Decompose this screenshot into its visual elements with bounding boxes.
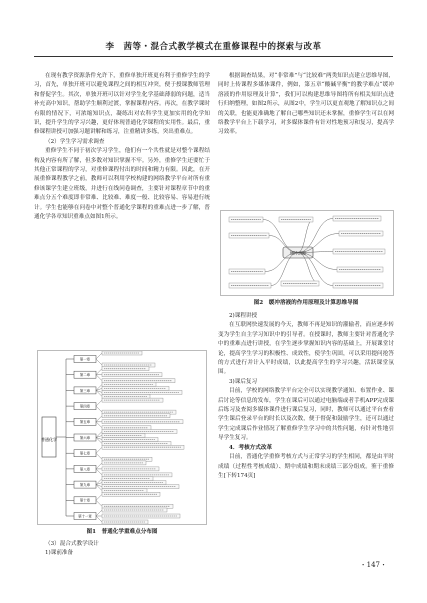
paragraph: 重修学生不同于初次学习学生，他们有一个共性就是对整个课程结构及内容有所了解，但多数对知识掌握不牢。另外，重修学生还要忙于其他正常课程的学习，对重修课程付出的时间和精力有限。因此，在开展重修课程教学之前，教师可以利用学校构建的网络教学平台对所有重修该课学生建立班级，并进行在线问卷调查，主要针对课程章节中的重难点分五个难度即非常难、比较难、难度一般、比较容易、容易进行统计。学生也能够在问卷中对整个普通化学课程的重难点进一步了解，普通化学各章知识重难点如图1所示。 [34, 148, 210, 221]
figure-1-caption: 图1 普通化学重难点分布图 [86, 529, 158, 535]
chapter-label: 第十章 [79, 498, 91, 503]
root-label: 普通化学 [41, 437, 57, 442]
paragraph: 在现有教学资源条件允许下，重修单独开班更有利于重修学生的学习，首先，单独开班可以避免课程之间的相互冲突，便于授课教师管理和督促学生。其次，单独开班可以针对学生化学基础薄弱的问题，适当补充高中知识，帮助学生顺利过渡，掌握课程内容。再次，在教学课时有限的情况下，可浓缩知识点，凝练出对农科学生更加实用的化学知识，提升学生的学习兴趣，更好体现普通化学课程的实用性。最后，重修课程讲授可加强习题讲解和练习，注重精讲多练，突出重难点。 [34, 73, 210, 136]
section-heading: 1)课前准备 [45, 550, 74, 557]
section-heading: （3）混合式教学设计 [45, 541, 99, 547]
running-title: 李 茜等・混合式教学模式在重修课程中的探索与改革 [105, 42, 322, 52]
section-heading: 3)课后复习 [229, 378, 258, 385]
paragraph: 根据调查结果，对“非常难”与“比较难”两类知识点建立思维导图，同时上传课程多媒体课件，例如，第五章“酸碱平衡”的教学难点“缓冲溶液的作用原理及计算”，我们可以构建思维导图将所有相关知识点进行归纳整理，如图2所示，从图2中，学生可以更直观地了解知识点之间的关联，也能更准确地了解自己哪些知识还未掌握，重修学生可以在网络教学平台上下载学习，对多媒体课件有针对性地预习和复习，提高学习效率。 [218, 73, 394, 136]
chapter-label: 第三章 [79, 388, 91, 393]
page-number: ・147・ [359, 561, 387, 569]
figure-2-diagram [220, 210, 394, 296]
paragraph: 目前，学校的网络教学平台完全可以实现教学通知、布置作业、课后讨论等信息的发布，学生在课后可以通过电脑端或者手机APP完成课后练习及查阅多媒体课件进行课后复习，同时，教师可以通过平台查看学生课后登录平台的时长以及次数，便于督促和鼓励学生，还可以通过学生完成课后作业情况了解重修学生学习中的共性问题，有针对性地引导学生复习。 [218, 388, 394, 442]
right-column-bottom [218, 312, 394, 481]
chapter-label: 第四章 [79, 404, 91, 409]
figure-1-svg [38, 351, 206, 524]
chapter-label: 第十一章 [78, 514, 92, 519]
left-column-bottom [34, 540, 210, 559]
running-header [34, 40, 393, 54]
header-rule [34, 56, 393, 57]
chapter-label: 第七章 [79, 451, 91, 456]
chapter-label: 第二章 [79, 373, 91, 378]
chapter-label: 第五章 [79, 420, 91, 425]
right-column-top [218, 72, 394, 138]
subsection-heading: （2）学生学习需求调查 [45, 138, 105, 145]
paragraph: 在互联网快速发展的今天，教师不再是知识的灌输者，而应逐步转变为学生自主学习知识中的引导者。在授课时，教师主要针对普通化学中的重难点进行讲授，在学生逐步掌握知识内容的基础上，开展课堂讨论，提高学生学习的积极性、成效性，使学生巩固，可以采用提问抢答的方式进行并计入平时成绩，以此提高学生的学习兴趣，活跃课堂氛围。 [218, 322, 394, 376]
chapter-label: 第六章 [79, 435, 91, 440]
figure-2-caption: 图2 缓冲溶液的作用原理及计算思维导图 [253, 300, 359, 306]
center-label: 缓冲溶液 [290, 250, 306, 256]
left-column [34, 72, 210, 223]
chapter-label: 第九章 [79, 483, 91, 487]
section-heading: 4．考核方式改革 [229, 444, 273, 451]
paragraph: 目前，普通化学重修考核方式与正常学习的学生相同，都是由平时成绩（过程性考核成绩）、期中成绩和期末成绩三部分组成。鉴于重修生[下转174页] [218, 454, 394, 479]
figure-1-diagram [37, 350, 207, 525]
chapter-label: 第一章 [79, 357, 91, 362]
mindmap-node [281, 281, 319, 286]
figure-2-svg [221, 211, 393, 295]
section-heading: 2)课程讲授 [229, 313, 258, 319]
chapter-label: 第八章 [79, 467, 91, 472]
